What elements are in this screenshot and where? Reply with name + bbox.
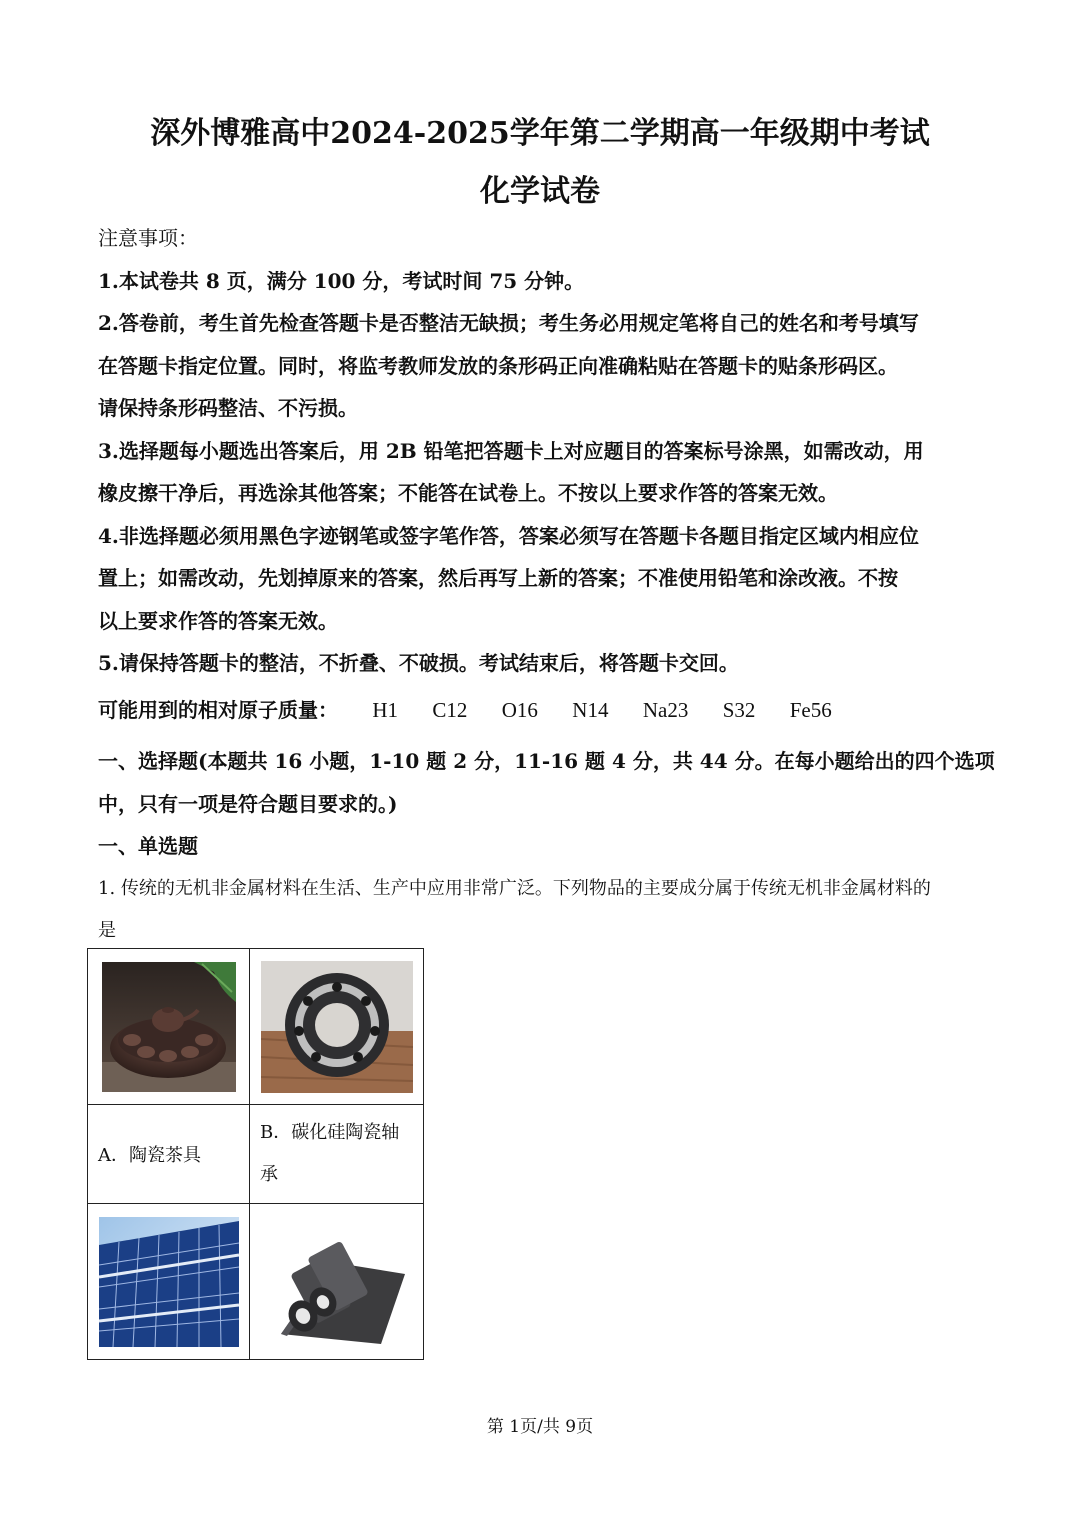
option-b-image-cell	[250, 949, 424, 1105]
notes-line: 置上；如需改动，先划掉原来的答案，然后再写上新的答案；不准使用铅笔和涂改液。不按	[98, 566, 898, 590]
ceramic-tea-set-image	[102, 962, 236, 1092]
atomic-mass-element: N14	[572, 698, 609, 722]
option-b-label-cell[interactable]	[250, 1105, 424, 1204]
atomic-mass-element: O16	[501, 698, 538, 722]
question-1-stem: 是	[98, 920, 116, 941]
notes-line: 以上要求作答的答案无效。	[98, 609, 338, 633]
atomic-mass-element: H1	[372, 698, 399, 722]
options-table	[87, 948, 424, 1360]
atomic-mass-element: Fe56	[789, 698, 832, 722]
solar-panel-image	[99, 1217, 239, 1347]
exam-title: 深外博雅高中2024-2025学年第二学期高一年级期中考试	[150, 116, 930, 151]
section-instructions: 一、选择题(本题共 16 小题，1-10 题 2 分，11-16 题 4 分，共 44 分。在每小题给出的四个选项	[98, 749, 995, 773]
notes-line: 3.选择题每小题选出答案后，用 2B 铅笔把答题卡上对应题目的答案标号涂黑，如需改动，用	[98, 439, 924, 463]
notes-line: 4.非选择题必须用黑色字迹钢笔或签字笔作答，答案必须写在答题卡各题目指定区域内相应位	[98, 524, 919, 548]
notes-line: 橡皮擦干净后，再选涂其他答案；不能答在试卷上。不按以上要求作答的答案无效。	[98, 481, 838, 505]
option-b-label: B．碳化硅陶瓷轴	[260, 1122, 400, 1143]
section-subheading: 一、单选题	[98, 834, 198, 858]
atomic-mass-row	[98, 694, 832, 723]
page-number: 第 1页/共 9页	[486, 1417, 594, 1437]
notes-line: 请保持条形码整洁、不污损。	[98, 396, 358, 420]
notes-line: 2.答卷前，考生首先检查答题卡是否整洁无缺损；考生务必用规定笔将自己的姓名和考号填写	[98, 311, 919, 335]
atomic-mass-element: C12	[432, 698, 468, 722]
notes-line: 1.本试卷共 8 页，满分 100 分，考试时间 75 分钟。	[98, 269, 585, 293]
option-a-label: A．陶瓷茶具	[98, 1145, 201, 1166]
option-a-label-cell[interactable]	[88, 1105, 250, 1204]
atomic-mass-element: S32	[722, 698, 756, 722]
notes-line: 5.请保持答题卡的整洁，不折叠、不破损。考试结束后，将答题卡交回。	[98, 651, 739, 675]
atomic-mass-label: 可能用到的相对原子质量：	[98, 698, 338, 722]
option-b-label-continued: 承	[260, 1164, 278, 1185]
exam-subject-title: 化学试卷	[480, 174, 600, 209]
section-instructions: 中，只有一项是符合题目要求的。)	[98, 792, 398, 816]
option-d-image-cell	[250, 1204, 424, 1360]
notes-line: 在答题卡指定位置。同时，将监考教师发放的条形码正向准确粘贴在答题卡的贴条形码区。	[98, 354, 898, 378]
ceramic-bearing-image	[261, 961, 413, 1093]
option-a-image-cell	[88, 949, 250, 1105]
notes-heading: 注意事项：	[98, 226, 198, 250]
option-c-image-cell	[88, 1204, 250, 1360]
atomic-mass-element: Na23	[642, 698, 689, 722]
graphite-roll-image	[261, 1216, 413, 1348]
question-1-stem: 1. 传统的无机非金属材料在生活、生产中应用非常广泛。下列物品的主要成分属于传统无机非金属材料的	[98, 878, 931, 899]
